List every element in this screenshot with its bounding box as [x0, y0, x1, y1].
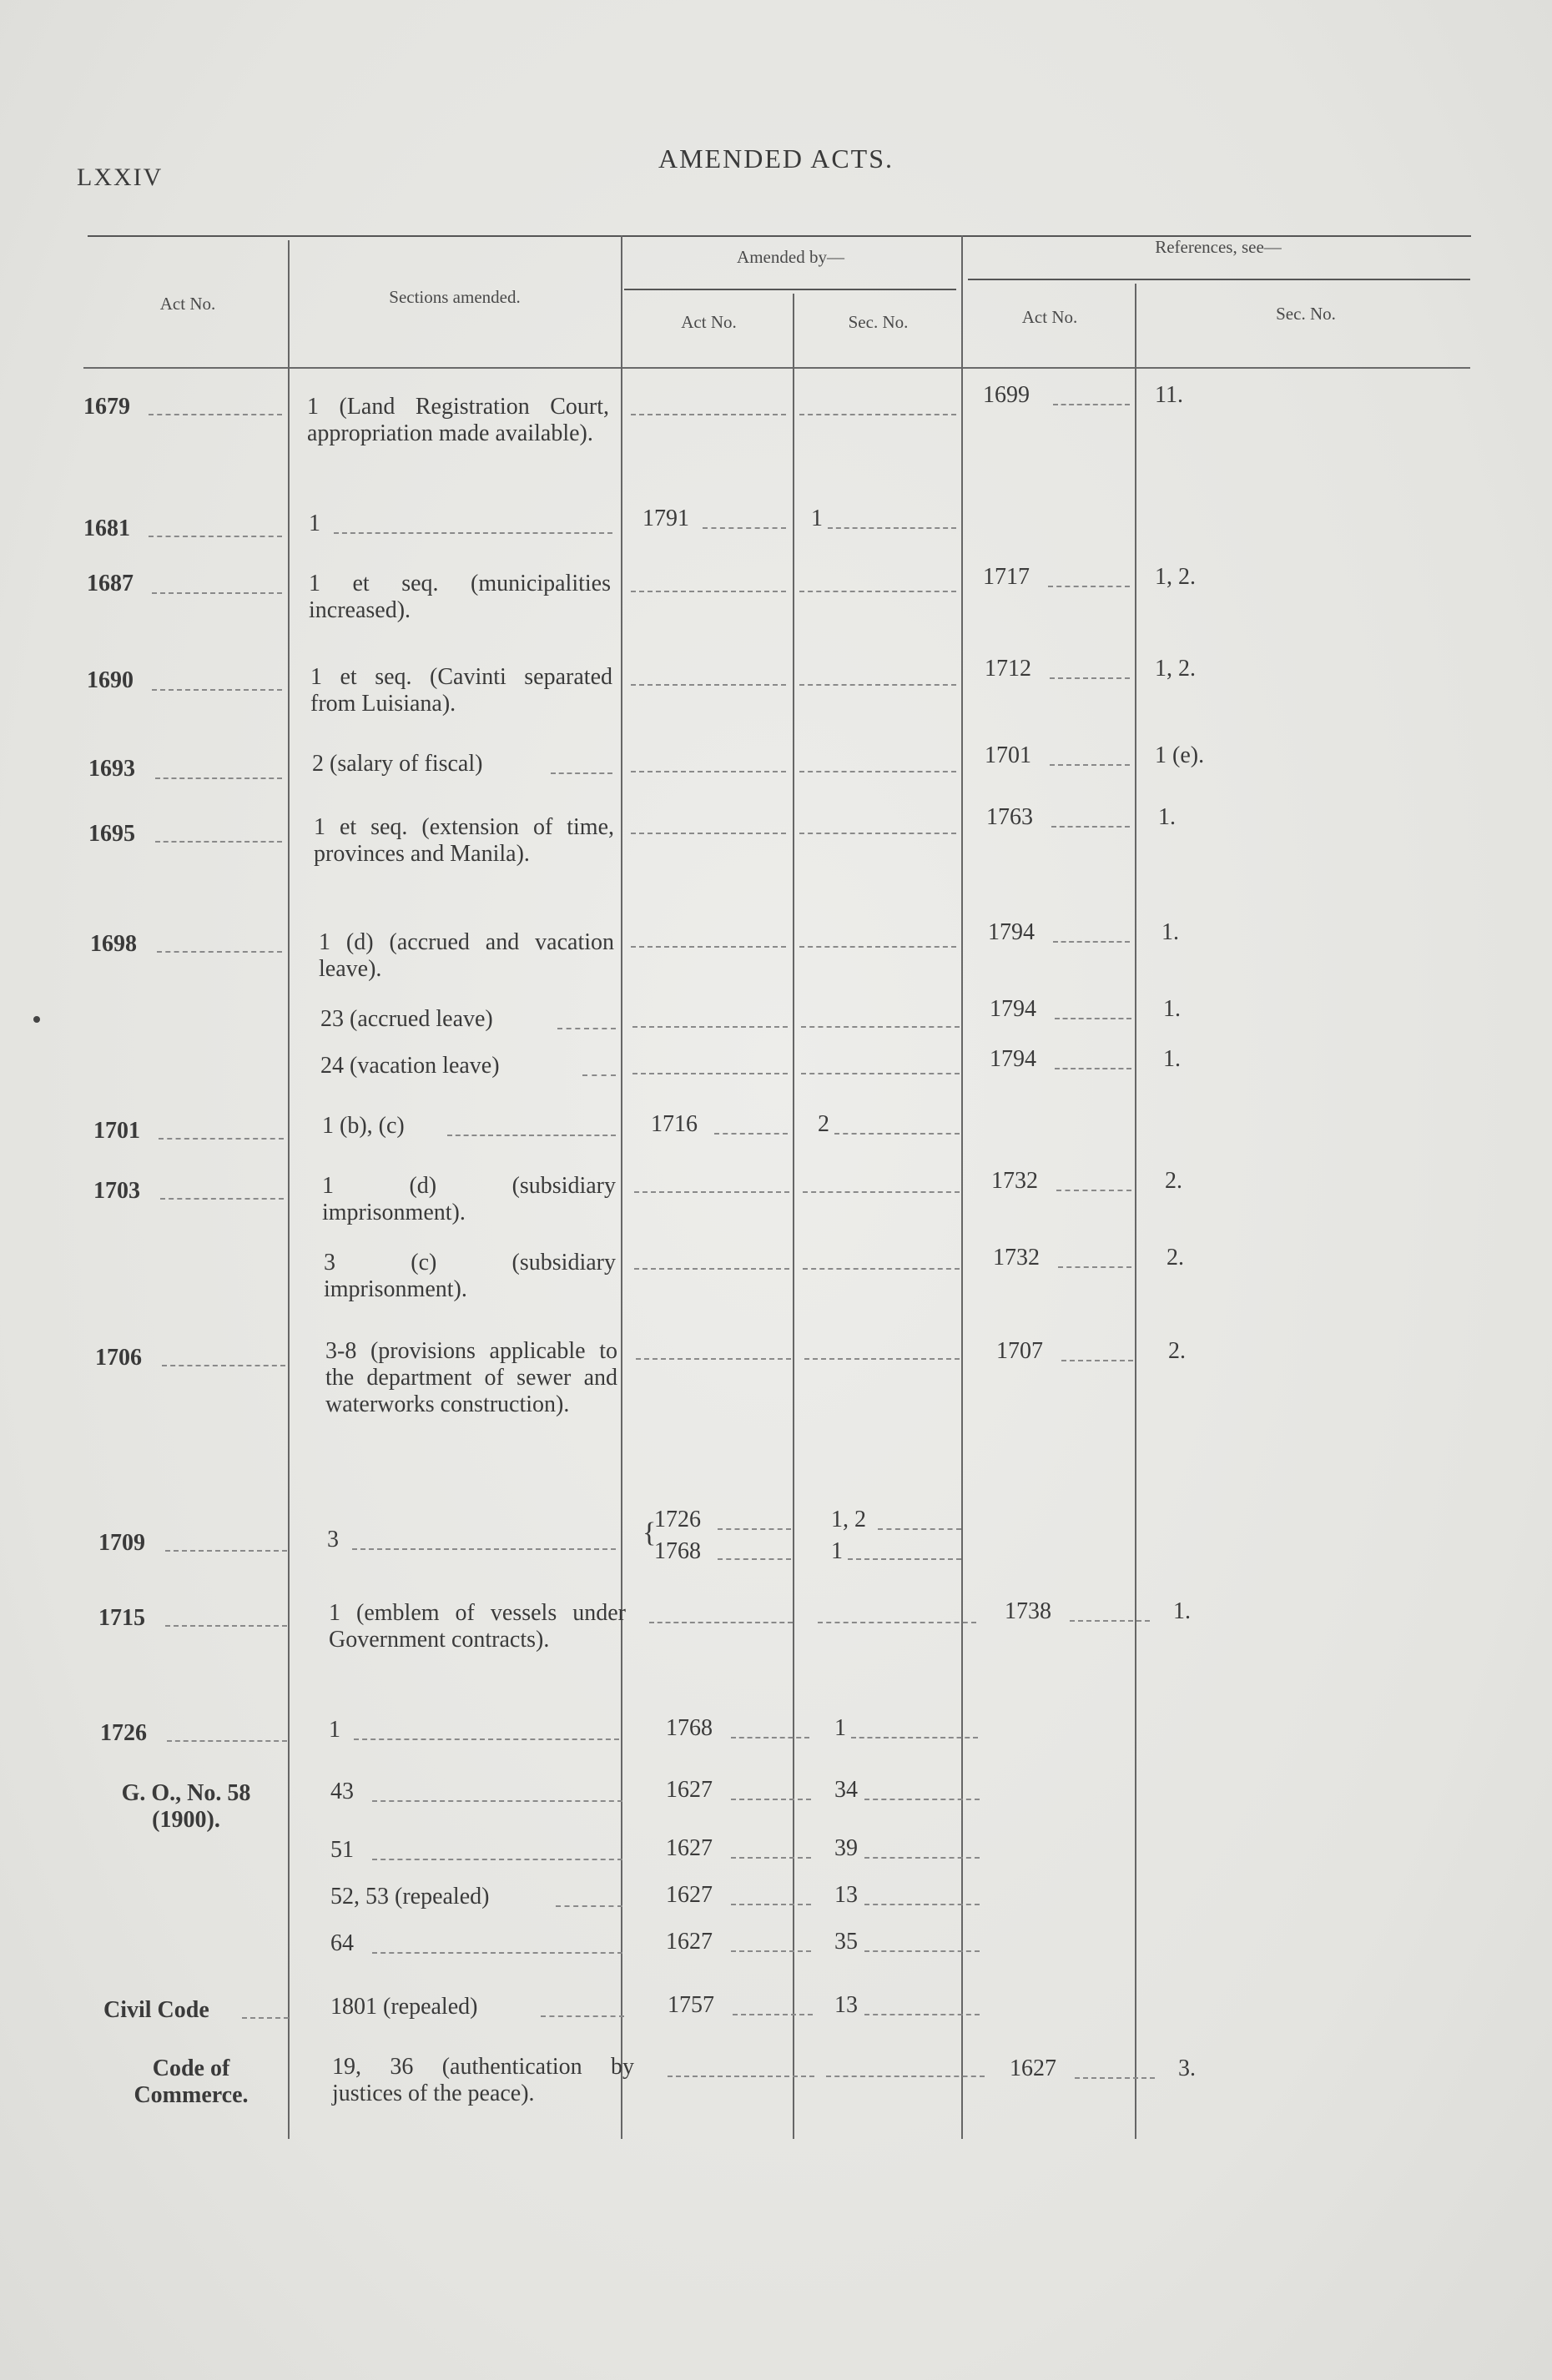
ref-sec-no: 2. — [1167, 1245, 1184, 1271]
act-number: 1698 — [90, 931, 137, 957]
dot-leader — [733, 2014, 813, 2015]
amended-sec-no: 34 — [834, 1777, 858, 1803]
dot-leader — [372, 1952, 622, 1954]
amended-act-no: 1757 — [668, 1992, 714, 2018]
amended-sec-no: 35 — [834, 1929, 858, 1955]
ref-act-no: 1738 — [1005, 1598, 1051, 1624]
dot-leader — [162, 1365, 285, 1366]
act-number: 1687 — [87, 571, 134, 596]
section-text: 1 (d) (subsidiary imprisonment). — [322, 1173, 616, 1225]
ref-act-no: 1699 — [983, 382, 1030, 408]
dot-leader — [799, 771, 956, 772]
section-text: 1 et seq. (extension of time, provinces and Manila). — [314, 814, 614, 867]
ref-act-no: 1712 — [985, 656, 1031, 682]
section-text: 1 et seq. (Cavinti separated from Luisiana). — [310, 664, 612, 717]
section-text: 19, 36 (authentication by justices of the peace). — [332, 2054, 634, 2106]
dot-leader — [718, 1528, 791, 1530]
dot-leader — [818, 1622, 976, 1623]
dot-leader — [801, 1073, 960, 1074]
dot-leader — [334, 532, 612, 534]
ref-sec-no: 2. — [1165, 1168, 1182, 1194]
amended-act-no: 1627 — [666, 1882, 713, 1908]
act-number: 1693 — [88, 756, 135, 782]
dot-leader — [631, 946, 786, 948]
dot-leader — [155, 841, 282, 843]
dot-leader — [799, 684, 956, 686]
ref-sec-no: 1, 2. — [1155, 656, 1196, 682]
ref-act-no: 1732 — [993, 1245, 1040, 1271]
dot-leader — [631, 414, 786, 415]
dot-leader — [1053, 941, 1130, 943]
header-bottom-rule — [83, 367, 1470, 369]
dot-leader — [541, 2015, 624, 2017]
ref-sec-no: 3. — [1178, 2055, 1196, 2081]
dot-leader — [631, 591, 786, 592]
act-number: Civil Code — [103, 1997, 209, 2023]
header-amended-act-no: Act No. — [681, 312, 737, 332]
amended-act-no: 1627 — [666, 1929, 713, 1955]
act-number: 1695 — [88, 821, 135, 847]
ref-act-no: 1732 — [991, 1168, 1038, 1194]
dot-leader — [834, 1133, 960, 1135]
dot-leader — [159, 1138, 284, 1140]
section-text: 52, 53 (repealed) — [330, 1884, 490, 1910]
act-number: 1726 — [100, 1720, 147, 1746]
dot-leader — [165, 1625, 287, 1627]
col-rule-4 — [961, 235, 963, 2139]
dot-leader — [731, 1799, 811, 1800]
col-rule-1 — [288, 240, 290, 2139]
dot-leader — [1050, 677, 1130, 679]
dot-leader — [1061, 1360, 1133, 1361]
amended-sec-no: 1 — [834, 1715, 846, 1741]
ref-sec-no: 11. — [1155, 382, 1183, 408]
dot-leader — [447, 1135, 616, 1136]
dot-leader — [803, 1191, 960, 1193]
dot-leader — [848, 1558, 961, 1560]
dot-leader — [718, 1558, 791, 1560]
act-number: 1679 — [83, 394, 130, 420]
section-text: 1 — [309, 511, 320, 536]
dot-leader — [731, 1904, 811, 1905]
dot-leader — [851, 1737, 978, 1738]
section-text: 51 — [330, 1837, 354, 1863]
dot-leader — [165, 1550, 287, 1552]
dot-leader — [731, 1857, 811, 1859]
amended-sec-no: 39 — [834, 1835, 858, 1861]
header-references: References, see— — [1155, 237, 1282, 257]
amended-sec-no: 13 — [834, 1992, 858, 2018]
dot-leader — [649, 1622, 793, 1623]
dot-leader — [799, 591, 956, 592]
dot-leader — [864, 1799, 980, 1800]
section-text: 23 (accrued leave) — [320, 1006, 493, 1032]
amended-act-no: 1716 — [651, 1111, 698, 1137]
amended-act-no: 1627 — [666, 1777, 713, 1803]
col-rule-5 — [1135, 284, 1136, 2139]
dot-leader — [1050, 764, 1130, 766]
dot-leader — [799, 833, 956, 834]
dot-leader — [799, 414, 956, 415]
ref-act-no: 1707 — [996, 1338, 1043, 1364]
ref-sec-no: 1, 2. — [1155, 564, 1196, 590]
dot-leader — [731, 1950, 811, 1952]
dot-leader — [155, 777, 282, 779]
amended-act-no: 1768 — [654, 1538, 701, 1564]
dot-leader — [551, 772, 612, 774]
dot-leader — [803, 1268, 960, 1270]
section-text: 1 (emblem of vessels under Government contracts). — [329, 1600, 626, 1653]
section-text: 43 — [330, 1779, 354, 1804]
amended-by-rule — [624, 289, 956, 290]
ref-act-no: 1794 — [990, 996, 1036, 1022]
header-amended-by: Amended by— — [737, 247, 844, 267]
dot-leader — [149, 414, 282, 415]
dot-leader — [668, 2076, 814, 2077]
ref-act-no: 1794 — [990, 1046, 1036, 1072]
dot-leader — [160, 1198, 284, 1200]
act-number: 1681 — [83, 516, 130, 541]
section-text: 1 (d) (accrued and vacation leave). — [319, 929, 614, 982]
brace: { — [642, 1517, 657, 1548]
amended-act-no: 1627 — [666, 1835, 713, 1861]
dot-leader — [631, 684, 786, 686]
dot-leader — [1070, 1620, 1150, 1622]
ref-sec-no: 1. — [1161, 919, 1179, 945]
dot-leader — [632, 1026, 788, 1028]
ref-sec-no: 1 (e). — [1155, 742, 1205, 768]
section-text: 3-8 (provisions applicable to the department of sewer and waterworks construction). — [325, 1338, 617, 1417]
dot-leader — [799, 946, 956, 948]
section-text: 1 (b), (c) — [322, 1113, 405, 1139]
dot-leader — [864, 1950, 980, 1952]
dot-leader — [864, 1857, 980, 1859]
amended-act-no: 1791 — [642, 506, 689, 531]
dot-leader — [828, 527, 956, 529]
section-text: 3 — [327, 1527, 339, 1552]
dot-leader — [731, 1737, 809, 1738]
act-number: 1690 — [87, 667, 134, 693]
dot-leader — [1058, 1266, 1131, 1268]
act-number: 1703 — [93, 1178, 140, 1204]
amended-sec-no: 1, 2 — [831, 1507, 866, 1532]
dot-leader — [1055, 1068, 1131, 1069]
dot-leader — [632, 1073, 788, 1074]
dot-leader — [864, 1904, 980, 1905]
dot-leader — [631, 833, 786, 834]
col-rule-3 — [793, 294, 794, 2139]
act-number: Code of Commerce. — [134, 2055, 249, 2108]
dot-leader — [631, 771, 786, 772]
dot-leader — [878, 1528, 961, 1530]
dot-leader — [1053, 404, 1130, 405]
ref-act-no: 1763 — [986, 804, 1033, 830]
section-text: 3 (c) (subsidiary imprisonment). — [324, 1250, 616, 1302]
amended-act-no: 1768 — [666, 1715, 713, 1741]
dot-leader — [556, 1905, 622, 1907]
act-number: 1706 — [95, 1345, 142, 1371]
section-text: 1 et seq. (municipalities increased). — [309, 571, 611, 623]
dot-leader — [1051, 826, 1130, 828]
header-ref-act-no: Act No. — [1021, 307, 1078, 327]
dot-leader — [714, 1133, 788, 1135]
section-text: 24 (vacation leave) — [320, 1053, 500, 1079]
section-text: 64 — [330, 1930, 354, 1956]
dot-leader — [149, 536, 282, 537]
dot-leader — [582, 1074, 616, 1076]
dot-leader — [152, 592, 282, 594]
ref-sec-no: 1. — [1163, 996, 1181, 1022]
amended-sec-no: 1 — [831, 1538, 843, 1564]
dot-leader — [372, 1859, 622, 1860]
dot-leader — [801, 1026, 960, 1028]
ref-sec-no: 2. — [1168, 1338, 1186, 1364]
ref-act-no: 1701 — [985, 742, 1031, 768]
dot-leader — [1056, 1190, 1131, 1191]
header-amended-sec-no: Sec. No. — [848, 312, 909, 332]
header-act-no: Act No. — [159, 294, 216, 314]
dot-leader — [242, 2017, 289, 2019]
act-number: 1709 — [98, 1530, 145, 1556]
ref-sec-no: 1. — [1163, 1046, 1181, 1072]
dot-leader — [354, 1738, 619, 1740]
ref-act-no: 1794 — [988, 919, 1035, 945]
dot-leader — [1048, 586, 1130, 587]
dot-leader — [636, 1358, 791, 1360]
ref-sec-no: 1. — [1158, 804, 1176, 830]
amended-sec-no: 1 — [811, 506, 823, 531]
col-rule-2 — [621, 235, 622, 2139]
header-sections: Sections amended. — [389, 287, 521, 307]
dot-leader — [557, 1028, 616, 1029]
dot-leader — [804, 1358, 960, 1360]
section-text: 2 (salary of fiscal) — [312, 751, 483, 777]
ref-sec-no: 1. — [1173, 1598, 1191, 1624]
references-rule — [968, 279, 1470, 280]
amended-sec-no: 2 — [818, 1111, 829, 1137]
section-text: 1 (Land Registration Court, appropriation made available). — [307, 394, 609, 446]
ref-act-no: 1717 — [983, 564, 1030, 590]
amended-act-no: 1726 — [654, 1507, 701, 1532]
dot-leader — [1055, 1018, 1131, 1019]
act-number: 1715 — [98, 1605, 145, 1631]
page-title: AMENDED ACTS. — [658, 143, 894, 174]
header-ref-sec-no: Sec. No. — [1276, 304, 1336, 324]
dot-leader — [703, 527, 786, 529]
dot-leader — [152, 689, 282, 691]
page-folio: LXXIV — [77, 164, 164, 191]
section-text: 1801 (repealed) — [330, 1994, 478, 2020]
amended-sec-no: 13 — [834, 1882, 858, 1908]
dot-leader — [826, 2076, 985, 2077]
ref-act-no: 1627 — [1010, 2055, 1056, 2081]
dot-leader — [864, 2014, 980, 2015]
dot-leader — [352, 1548, 616, 1550]
section-text: 1 — [329, 1717, 340, 1743]
dot-leader — [1075, 2077, 1155, 2079]
act-number: 1701 — [93, 1118, 140, 1144]
act-number: G. O., No. 58 (1900). — [121, 1780, 251, 1833]
dot-leader — [634, 1191, 789, 1193]
dot-leader — [157, 951, 282, 953]
dot-leader — [372, 1800, 622, 1802]
stray-mark — [33, 1016, 40, 1023]
dot-leader — [634, 1268, 789, 1270]
dot-leader — [167, 1740, 287, 1742]
